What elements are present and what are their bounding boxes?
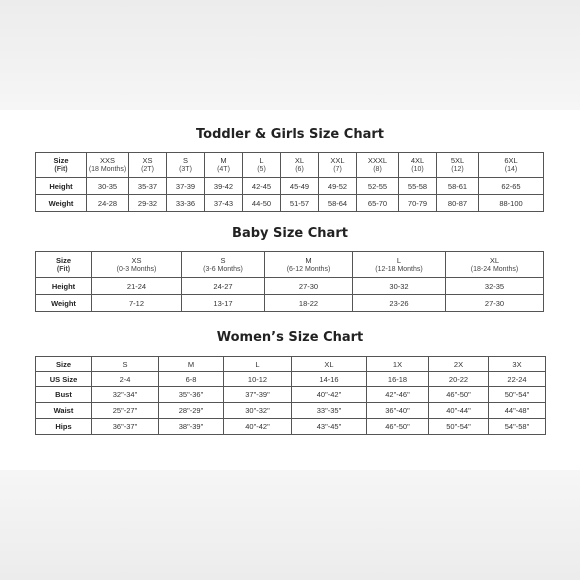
fit-label: (10) [411,166,424,173]
fit-label: (2T) [141,166,154,173]
table-cell: 44-50 [243,195,281,212]
table-cell: 6-8 [159,372,224,387]
size-label: 4XL [410,156,425,165]
table-cell: 40"-42" [292,387,367,403]
table-cell: 32-35 [446,278,544,295]
size-label: S [182,156,188,165]
table-cell: 52-55 [357,178,399,195]
toddler-weight-row [36,195,544,212]
size-label: XXS [99,156,115,165]
baby-size-cell [182,252,265,278]
table-cell: 20-22 [429,372,489,387]
toddler-size-cell [319,153,357,178]
toddler-size-cell [205,153,243,178]
fit-label: (0-3 Months) [116,265,157,273]
table-cell: 51-57 [281,195,319,212]
baby-size-cell [353,252,446,278]
table-cell: 35-37 [129,178,167,195]
size-label: XL [294,156,305,165]
toddler-size-cell [437,153,479,178]
women-size-cell: M [159,357,224,372]
table-cell: 30-32 [353,278,446,295]
fit-header-label: (Fit) [56,265,71,273]
table-cell: 28"-29" [159,403,224,419]
size-label: XL [489,255,500,265]
table-cell: 32"-34" [92,387,159,403]
table-cell: 42"-46" [367,387,429,403]
toddler-size-cell [281,153,319,178]
fit-label: (3-6 Months) [203,265,243,273]
size-label: L [396,255,402,265]
table-cell: 29-32 [129,195,167,212]
fit-label: (14) [504,166,518,173]
table-cell: 40"-42" [224,419,292,435]
women-size-cell: 1X [367,357,429,372]
fit-label: (3T) [179,166,192,173]
table-cell: 58-61 [437,178,479,195]
fit-label: (6) [295,166,304,173]
table-cell: 13-17 [182,295,265,312]
table-cell: 30"-32" [224,403,292,419]
women-bust-label: Bust [36,387,92,403]
size-label: L [259,156,264,165]
table-cell: 43"-45" [292,419,367,435]
table-cell: 30-35 [87,178,129,195]
table-cell: 27-30 [265,278,353,295]
women-size-cell: S [92,357,159,372]
table-cell: 16-18 [367,372,429,387]
baby-chart-title: Baby Size Chart [232,226,348,241]
table-cell: 27-30 [446,295,544,312]
table-cell: 33"-35" [292,403,367,419]
women-hips-row [36,419,546,435]
table-cell: 46"-50" [367,419,429,435]
fit-header-label: (Fit) [54,166,68,173]
size-label: 6XL [504,156,518,165]
women-us-size-row [36,372,546,387]
table-cell: 50"-54" [429,419,489,435]
table-cell: 65-70 [357,195,399,212]
fit-label: (12) [451,166,464,173]
table-cell: 88-100 [479,195,544,212]
table-cell: 38"-39" [159,419,224,435]
women-hips-label: Hips [36,419,92,435]
toddler-size-table [35,152,544,212]
table-cell: 10-12 [224,372,292,387]
table-cell: 36"-37" [92,419,159,435]
baby-size-cell [92,252,182,278]
baby-height-label: Height [36,278,92,295]
table-cell: 45-49 [281,178,319,195]
women-bust-row [36,387,546,403]
women-waist-row [36,403,546,419]
size-label: XXXL [367,156,388,165]
toddler-size-cell [479,153,544,178]
baby-height-row [36,278,544,295]
table-cell: 50"-54" [489,387,546,403]
table-cell: 80-87 [437,195,479,212]
size-chart-card [0,110,580,470]
women-size-cell: L [224,357,292,372]
table-cell: 37-39 [167,178,205,195]
toddler-chart-title: Toddler & Girls Size Chart [196,127,384,142]
women-size-cell: 2X [429,357,489,372]
size-label: XS [142,156,153,165]
baby-weight-row [36,295,544,312]
toddler-size-cell [243,153,281,178]
women-waist-label: Waist [36,403,92,419]
women-chart-title: Women’s Size Chart [216,330,364,345]
table-cell: 18-22 [265,295,353,312]
table-cell: 25"-27" [92,403,159,419]
fit-label: (8) [373,166,382,173]
size-header-label: Size [53,156,69,165]
baby-size-cell [446,252,544,278]
baby-header-row [36,252,544,278]
table-cell: 37-43 [205,195,243,212]
toddler-header-row [36,153,544,178]
toddler-height-label: Height [36,178,87,195]
table-cell: 62-65 [479,178,544,195]
women-size-cell: XL [292,357,367,372]
size-header-label: Size [55,255,71,265]
table-cell: 37"-39" [224,387,292,403]
table-cell: 36"-40" [367,403,429,419]
table-cell: 54"-58" [489,419,546,435]
fit-label: (12-18 Months) [375,265,423,273]
fit-label: (4T) [217,166,230,173]
baby-size-table [35,251,544,312]
fit-label: (7) [333,166,342,173]
toddler-size-cell [129,153,167,178]
toddler-size-cell [167,153,205,178]
baby-size-cell [265,252,353,278]
fit-label: (6-12 Months) [286,265,331,273]
table-cell: 55-58 [399,178,437,195]
toddler-weight-label: Weight [36,195,87,212]
size-label: XS [131,255,142,265]
women-header-row [36,357,546,372]
table-cell: 58-64 [319,195,357,212]
toddler-size-cell [399,153,437,178]
table-cell: 2-4 [92,372,159,387]
table-cell: 7-12 [92,295,182,312]
blurred-background-bottom [0,470,580,580]
table-cell: 44"-48" [489,403,546,419]
table-cell: 46"-50" [429,387,489,403]
table-cell: 42-45 [243,178,281,195]
fit-label: (18 Months) [88,166,127,173]
toddler-size-header [36,153,87,178]
size-label: M [220,156,227,165]
toddler-size-cell [357,153,399,178]
toddler-size-cell [87,153,129,178]
size-label: 5XL [450,156,465,165]
table-cell: 39-42 [205,178,243,195]
size-label: S [220,255,226,265]
women-size-cell: 3X [489,357,546,372]
table-cell: 40"-44" [429,403,489,419]
table-cell: 24-27 [182,278,265,295]
table-cell: 22-24 [489,372,546,387]
blurred-background-top [0,0,580,110]
fit-label: (18-24 Months) [470,265,519,273]
women-size-table [35,356,546,435]
table-cell: 23-26 [353,295,446,312]
women-size-header: Size [36,357,92,372]
table-cell: 35"-36" [159,387,224,403]
table-cell: 49-52 [319,178,357,195]
table-cell: 24-28 [87,195,129,212]
baby-weight-label: Weight [36,295,92,312]
table-cell: 33-36 [167,195,205,212]
women-us-size-label: US Size [36,372,92,387]
toddler-height-row [36,178,544,195]
size-label: M [305,255,312,265]
table-cell: 70-79 [399,195,437,212]
table-cell: 14-16 [292,372,367,387]
fit-label: (5) [257,166,266,173]
baby-size-header [36,252,92,278]
size-label: XXL [330,156,345,165]
table-cell: 21-24 [92,278,182,295]
